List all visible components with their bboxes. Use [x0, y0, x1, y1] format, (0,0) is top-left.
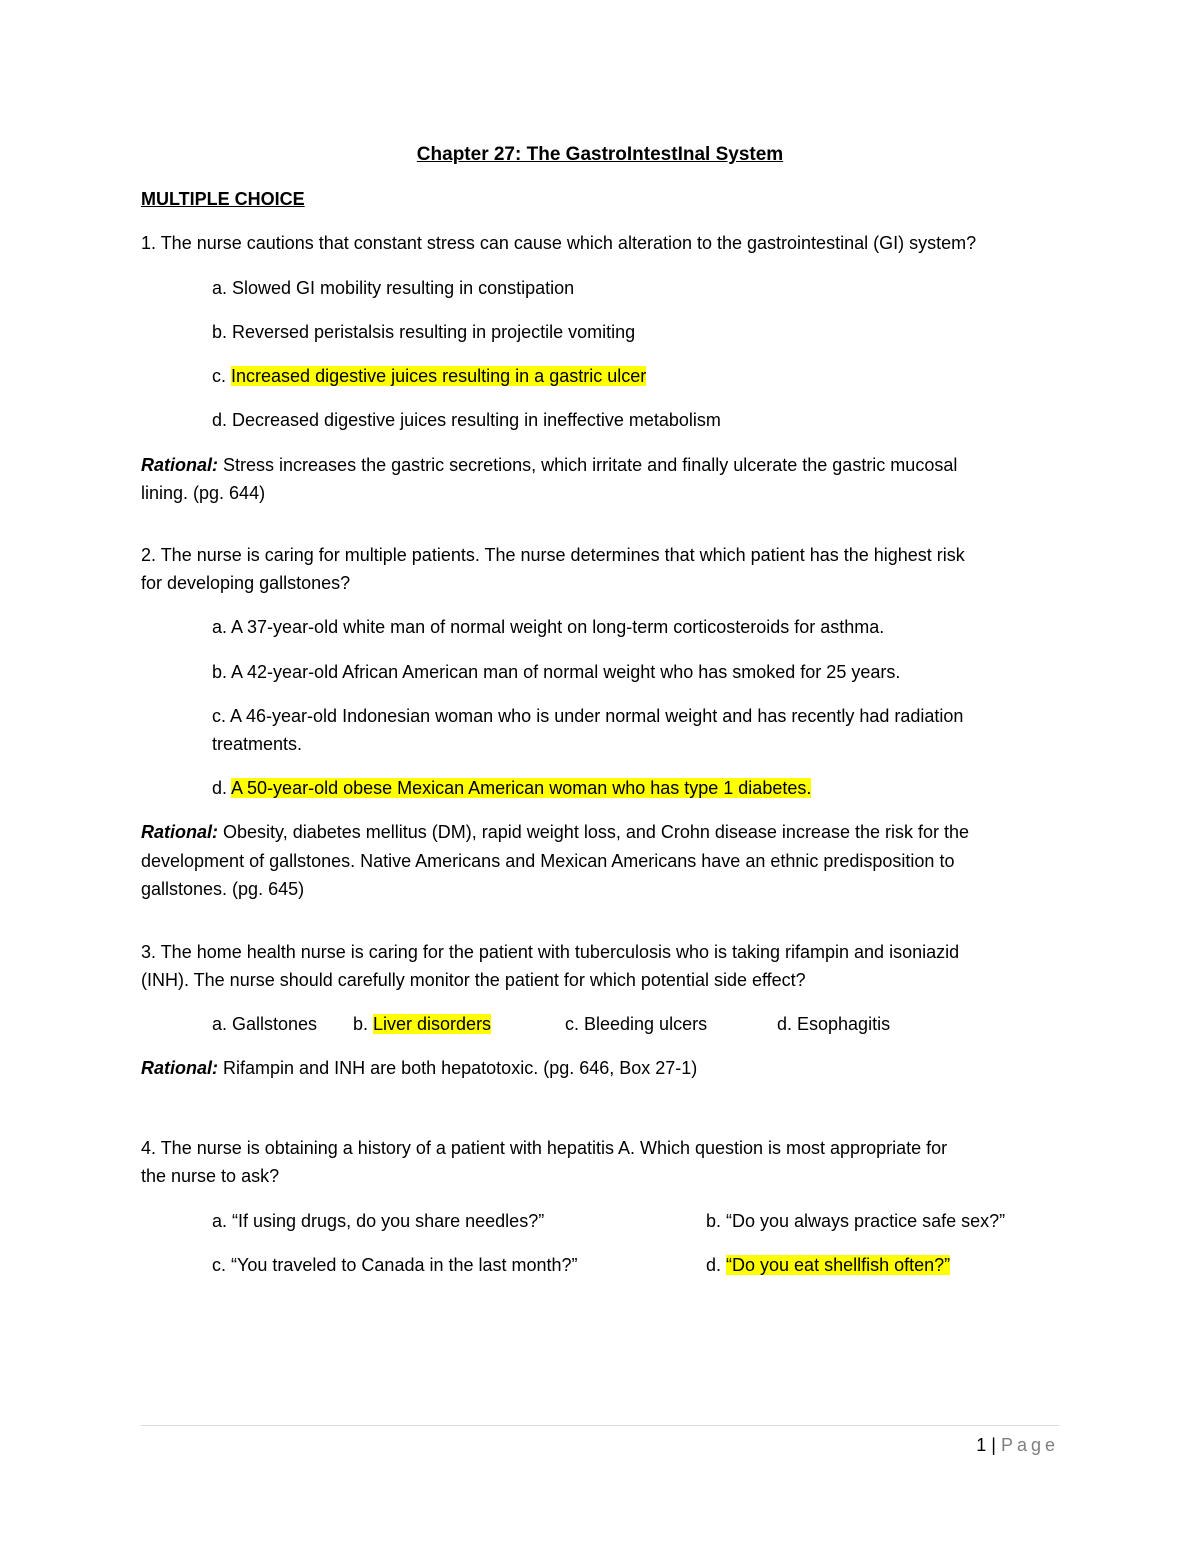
q3-rationale-text: Rifampin and INH are both hepatotoxic. (pg. 646, Box 27-1) [218, 1058, 698, 1078]
q3-rationale [141, 1054, 697, 1082]
q4-option-b: b. “Do you always practice safe sex?” [706, 1211, 1006, 1231]
q3-option-b-prefix: b. [353, 1014, 374, 1034]
question-3-stem-line-1: 3. The home health nurse is caring for the patient with tuberculosis who is taking rifampin and isoniazid [141, 942, 960, 962]
page-footer [976, 1432, 1059, 1458]
q4-option-d [706, 1251, 950, 1279]
q3-correct-answer-highlight: Liver disorders [373, 1014, 492, 1034]
q1-rationale-label: Rational: [141, 455, 219, 475]
q2-rationale-line-3: gallstones. (pg. 645) [141, 879, 305, 899]
q2-option-d-prefix: d. [212, 778, 232, 798]
q1-option-c-prefix: c. [212, 366, 232, 386]
q1-option-c [212, 362, 646, 390]
q2-rationale-line-1 [141, 818, 969, 846]
q1-rationale-line-2: lining. (pg. 644) [141, 483, 266, 503]
q2-option-c-line-1: c. A 46-year-old Indonesian woman who is under normal weight and has recently had radiation [212, 706, 964, 726]
q4-option-c: c. “You traveled to Canada in the last month?” [212, 1255, 578, 1275]
section-heading: MULTIPLE CHOICE [141, 189, 305, 209]
q1-rationale-text: Stress increases the gastric secretions, which irritate and finally ulcerate the gastric mucosal [218, 455, 958, 475]
q2-rationale-label: Rational: [141, 822, 219, 842]
q2-option-c-line-2: treatments. [212, 734, 303, 754]
q1-correct-answer-highlight: Increased digestive juices resulting in a gastric ulcer [231, 366, 647, 386]
q4-correct-answer-highlight: “Do you eat shellfish often?” [726, 1255, 951, 1275]
footer-divider [141, 1425, 1059, 1426]
q3-rationale-label: Rational: [141, 1058, 219, 1078]
q2-option-a: a. A 37-year-old white man of normal weight on long-term corticosteroids for asthma. [212, 617, 885, 637]
question-4-stem-line-2: the nurse to ask? [141, 1166, 280, 1186]
q2-option-d [212, 774, 811, 802]
q2-option-b: b. A 42-year-old African American man of normal weight who has smoked for 25 years. [212, 662, 901, 682]
q3-option-c: c. Bleeding ulcers [565, 1014, 708, 1034]
q4-option-d-prefix: d. [706, 1255, 727, 1275]
q4-option-a: a. “If using drugs, do you share needles?” [212, 1211, 545, 1231]
q3-option-d: d. Esophagitis [777, 1014, 891, 1034]
question-1-stem: 1. The nurse cautions that constant stress can cause which alteration to the gastrointestinal (GI) system? [141, 233, 977, 253]
footer-separator: | [986, 1435, 1001, 1455]
question-2-stem-line-1: 2. The nurse is caring for multiple patients. The nurse determines that which patient has the highest risk [141, 545, 965, 565]
q2-rationale-text: Obesity, diabetes mellitus (DM), rapid weight loss, and Crohn disease increase the risk for the [218, 822, 970, 842]
page-title: Chapter 27: The GastroIntestInal System [416, 144, 784, 165]
question-4-stem-line-1: 4. The nurse is obtaining a history of a patient with hepatitis A. Which question is most appropriate for [141, 1138, 948, 1158]
q1-option-b: b. Reversed peristalsis resulting in projectile vomiting [212, 322, 636, 342]
q1-option-d: d. Decreased digestive juices resulting in ineffective metabolism [212, 410, 721, 430]
question-3-stem-line-2: (INH). The nurse should carefully monitor the patient for which potential side effect? [141, 970, 806, 990]
page-label: Page [1000, 1435, 1059, 1455]
q3-option-a: a. Gallstones [212, 1014, 318, 1034]
q2-correct-answer-highlight: A 50-year-old obese Mexican American woman who has type 1 diabetes. [231, 778, 812, 798]
q1-rationale-line-1 [141, 451, 957, 479]
q3-option-b [353, 1010, 491, 1038]
q2-rationale-line-2: development of gallstones. Native Americans and Mexican Americans have an ethnic predisposition to [141, 851, 955, 871]
q1-option-a: a. Slowed GI mobility resulting in constipation [212, 278, 575, 298]
question-2-stem-line-2: for developing gallstones? [141, 573, 351, 593]
page-number: 1 [976, 1435, 987, 1455]
